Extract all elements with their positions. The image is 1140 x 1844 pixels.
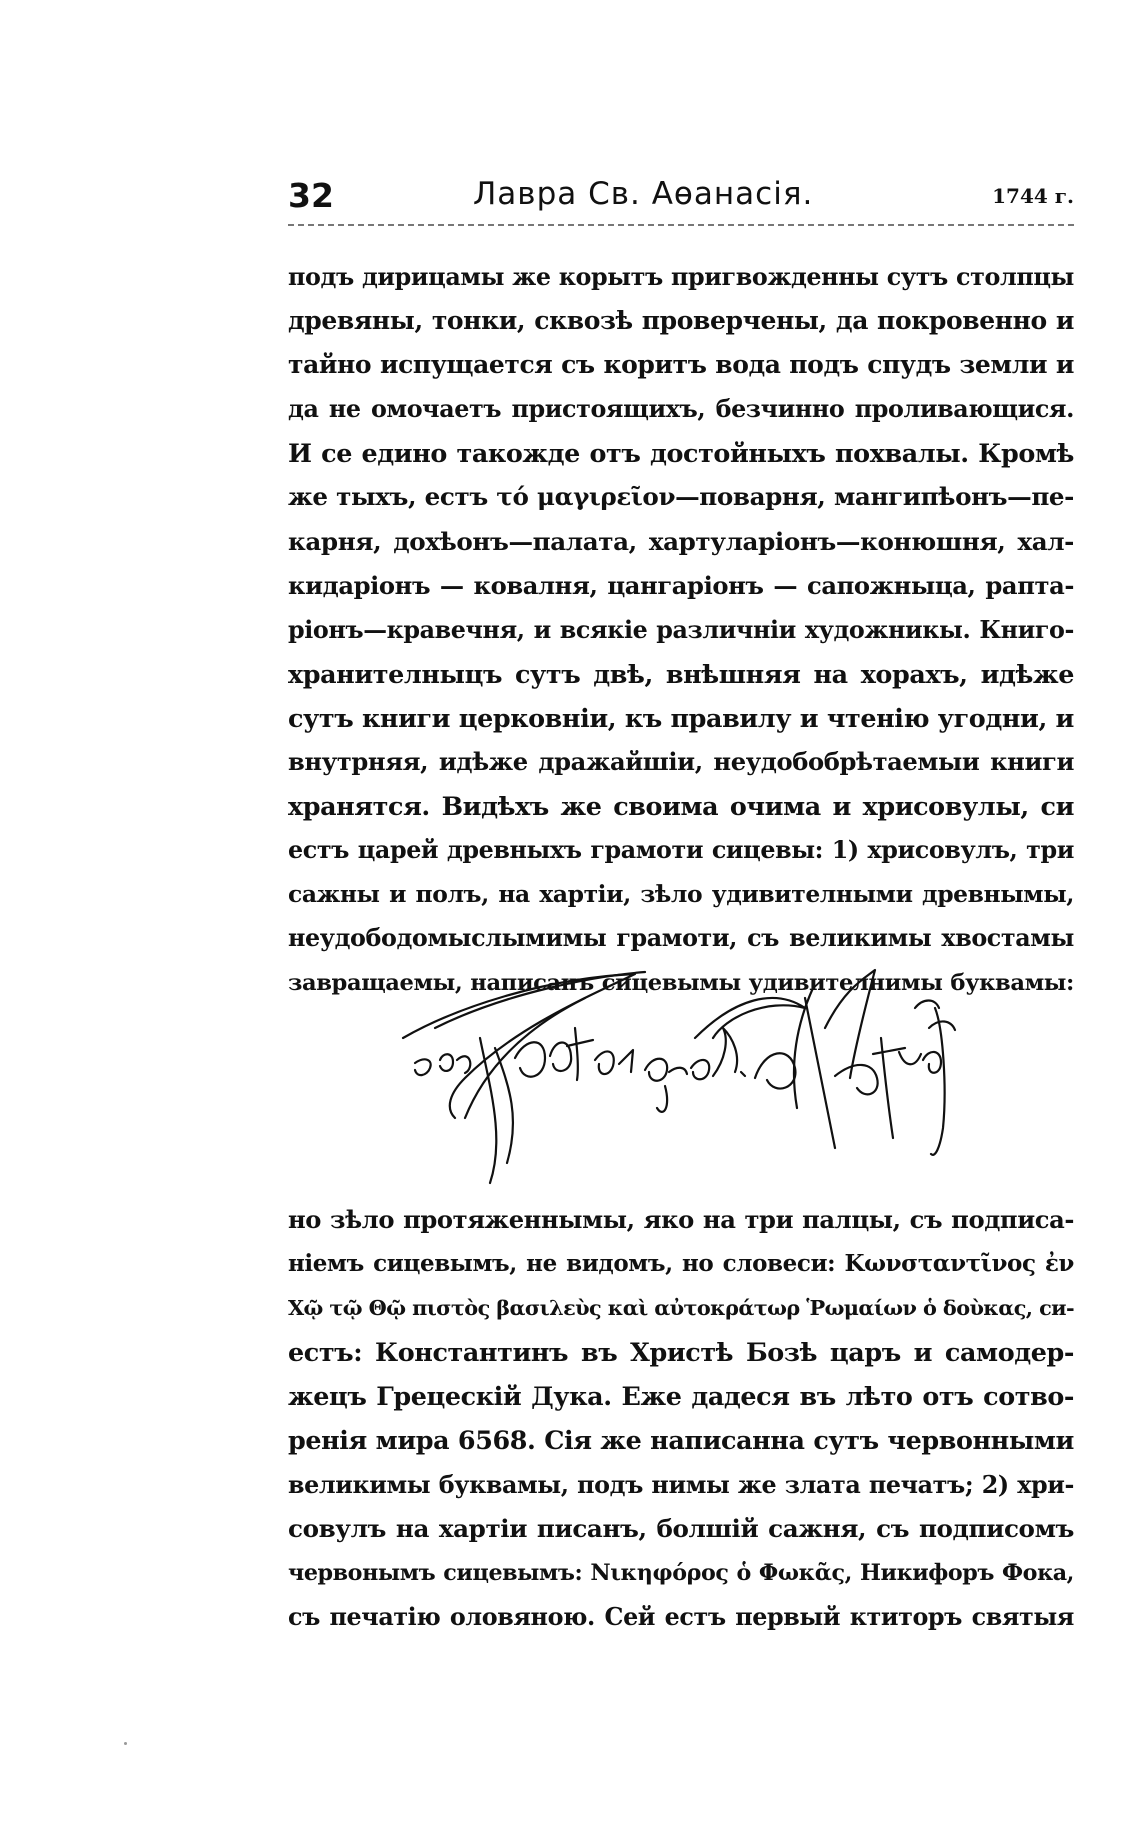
text-line: кидаріонъ — ковалня, цангаріонъ — сапожныца, рапта- — [288, 570, 1074, 600]
page-number: 32 — [288, 176, 334, 215]
text-line: карня, дохѣонъ—палата, хартуларіонъ—конюшня, хал- — [288, 526, 1074, 556]
text-line: жецъ Грецескій Дука. Еже дадеся въ лѣто отъ сотво- — [288, 1381, 1074, 1412]
text-line: великимы буквамы, подъ нимы же злата печатъ; 2) хри- — [288, 1470, 1074, 1499]
text-line: сажны и полъ, на хартіи, зѣло удивителными древнымы, — [288, 880, 1074, 909]
text-line: неудободомыслымимы грамоти, съ великимы хвостамы — [288, 924, 1074, 953]
text-line: ніемъ сицевымъ, не видомъ, но словеси: Κωνσταντῖνος ἐν — [288, 1250, 1074, 1278]
text-line: естъ: Константинъ въ Христѣ Бозѣ царъ и самодер- — [288, 1337, 1074, 1368]
text-line: Χῷ τῷ Θῷ πιστὸς βασιλεὺς καὶ αὐτοκράτωρ Ῥωμαίων ὁ δοὺκας, си- — [288, 1295, 1074, 1321]
text-line: завращаемы, написанъ сицевымы удивителнимы буквамы: — [288, 969, 1074, 996]
text-line: червонымъ сицевымъ: Νικηφόρος ὁ Φωκᾶς, Никифоръ Фока, — [288, 1559, 1074, 1586]
header-rule — [288, 224, 1074, 226]
text-line: тайно испущается съ коритъ вода подъ спудъ земли и — [288, 350, 1074, 380]
text-line: же тыхъ, естъ τό μαγιρεῖον—поварня, мангипѣонъ—пе- — [288, 482, 1074, 512]
text-line: да не омочаетъ пристоящихъ, безчинно проливающися. — [288, 395, 1074, 424]
page-header — [288, 176, 1074, 222]
text-line: древяны, тонки, сквозѣ проверчены, да покровенно и — [288, 306, 1074, 336]
text-line: сутъ книги церковніи, къ правилу и чтенію угодни, и — [288, 702, 1074, 733]
body-text-top — [288, 255, 1074, 1005]
text-line: внутрняя, идѣже дражайшіи, неудобобрѣтаемыи книги — [288, 747, 1074, 777]
text-line: ріонъ—кравечня, и всякіе различніи художникы. Книго- — [288, 615, 1074, 644]
year-label: 1744 г. — [992, 184, 1074, 208]
text-line: хранителныцъ сутъ двѣ, внѣшняя на хорахъ, идѣже — [288, 658, 1074, 689]
margin-mark — [124, 1742, 127, 1745]
greek-signature-facsimile-icon — [395, 968, 985, 1198]
text-line: И се едино такожде отъ достойныхъ похвалы. Кромѣ — [288, 438, 1074, 469]
text-line: совулъ на хартіи писанъ, болшій сажня, съ подписомъ — [288, 1513, 1074, 1543]
text-line: но зѣло протяженнымы, яко на три палцы, съ подписа- — [288, 1205, 1074, 1234]
text-line: естъ царей древныхъ грамоти сицевы: 1) хрисовулъ, три — [288, 836, 1074, 865]
text-line: хранятся. Видѣхъ же своима очима и хрисовулы, си — [288, 791, 1074, 822]
running-title: Лавра Св. Аѳанасія. — [473, 176, 814, 212]
body-text-bottom — [288, 1198, 1074, 1639]
text-line: подъ дирицамы же корытъ пригвожденны сутъ столпцы — [288, 263, 1074, 291]
text-line: ренія мира 6568. Сія же написанна сутъ червонными — [288, 1425, 1074, 1456]
text-line: съ печатію оловяною. Сей естъ первый ктиторъ святыя — [288, 1602, 1074, 1631]
